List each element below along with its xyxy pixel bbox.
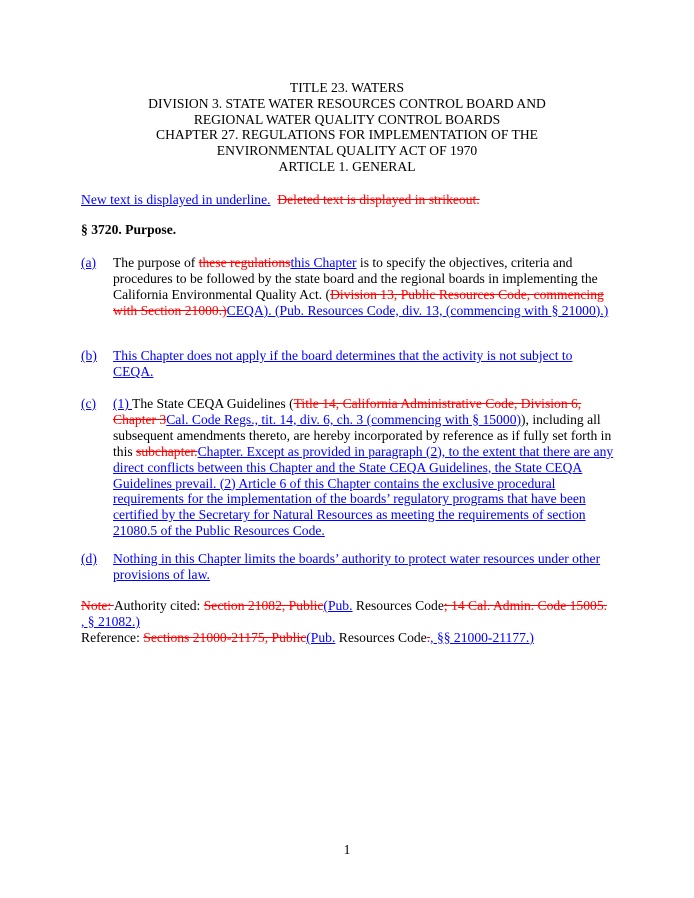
deleted-text: Section 21082, Public: [203, 598, 324, 613]
paragraph-body: [113, 396, 616, 539]
paragraph-b: [81, 348, 616, 380]
paragraph-a: [81, 255, 616, 319]
text: The purpose of: [113, 255, 199, 270]
inserted-text: this Chapter: [290, 255, 357, 270]
deleted-text: .: [426, 629, 431, 645]
paragraph-c: [81, 396, 616, 539]
inserted-text: , §§ 21000-21177.): [430, 629, 534, 645]
inserted-text: (1): [113, 396, 133, 411]
deleted-text: Sections 21000-21175, Public: [143, 629, 307, 645]
text: Resources Code: [335, 629, 427, 645]
inserted-text: Cal. Code Regs., tit. 14, div. 6, ch. 3 (commencing with § 15000): [166, 411, 522, 427]
text: Reference:: [81, 629, 144, 645]
document-header: [0, 80, 694, 175]
paragraph-d: [81, 551, 616, 583]
inserted-text: (Pub.: [306, 629, 336, 645]
text: is to specify the objectives, criteria and procedures to be followed by the state board and the regional boards in implementing the California Environmental Quality Act. (: [113, 255, 598, 302]
section-title: § 3720. Purpose.: [81, 222, 177, 237]
paragraph-body: [113, 255, 616, 319]
authority-note: [81, 598, 621, 646]
inserted-text: Chapter. Except as provided in paragraph (2), to the extent that there are any direct conflicts between this Chapter and the State CEQA Guidelines, the State CEQA Guidelines prevail. (2) Article 6 of this Chapter contains the exclusive procedural requirements for the implementation of the boards’ regulatory programs that have been certified by the Secretary for Natural Resources as meeting the requirements of section 21080.5 of the Public Resources Code.: [113, 443, 614, 539]
paragraph-label: (c): [81, 396, 97, 411]
paragraph-label: (d): [81, 551, 97, 566]
header-title: TITLE 23. WATERS: [289, 80, 405, 95]
deleted-text: these regulations: [198, 255, 291, 270]
paragraph-label: (a): [81, 255, 97, 270]
revision-legend: [81, 192, 480, 208]
paragraph-label: (b): [81, 348, 97, 363]
deleted-text: subchapter.: [136, 443, 198, 459]
reference-cited: [81, 630, 621, 646]
deleted-text: Title 14, California Administrative Code, Division 6, Chapter 3: [113, 396, 582, 427]
paragraph-body: [113, 551, 616, 583]
inserted-text: , § 21082.): [81, 613, 140, 629]
header-chapter: CHAPTER 27. REGULATIONS FOR IMPLEMENTATION OF THE: [156, 127, 538, 143]
deleted-text: Division 13, Public Resources Code, commencing with Section 21000.): [113, 286, 604, 318]
text: The State CEQA Guidelines (: [132, 396, 294, 411]
legend-new-text: New text is displayed in underline.: [81, 192, 271, 207]
inserted-text: This Chapter does not apply if the board determines that the activity is not subject to CEQA.: [113, 348, 573, 379]
header-division-cont: REGIONAL WATER QUALITY CONTROL BOARDS: [193, 111, 501, 127]
header-article: ARTICLE 1. GENERAL: [278, 158, 416, 174]
deleted-text: ; 14 Cal. Admin. Code 15005.: [443, 598, 608, 613]
inserted-text: (Pub.: [323, 598, 353, 613]
deleted-text: Note:: [81, 598, 114, 613]
inserted-text: CEQA). (Pub. Resources Code, div. 13, (commencing with § 21000).): [226, 302, 609, 318]
inserted-text: Nothing in this Chapter limits the boards’ authority to protect water resources under other provisions of law.: [113, 551, 601, 582]
text: Authority cited:: [113, 598, 204, 613]
text: ), including all subsequent amendments thereto, are hereby incorporated by reference as if fully set forth in this: [113, 411, 612, 459]
header-division: DIVISION 3. STATE WATER RESOURCES CONTROL BOARD AND: [148, 95, 546, 111]
authority-cited: [81, 598, 621, 630]
text: Resources Code: [352, 598, 444, 613]
page-number: 1: [343, 842, 351, 857]
header-chapter-cont: ENVIRONMENTAL QUALITY ACT OF 1970: [216, 143, 478, 159]
paragraph-body: [113, 348, 616, 380]
legend-deleted-text: Deleted text is displayed in strikeout.: [277, 192, 480, 207]
